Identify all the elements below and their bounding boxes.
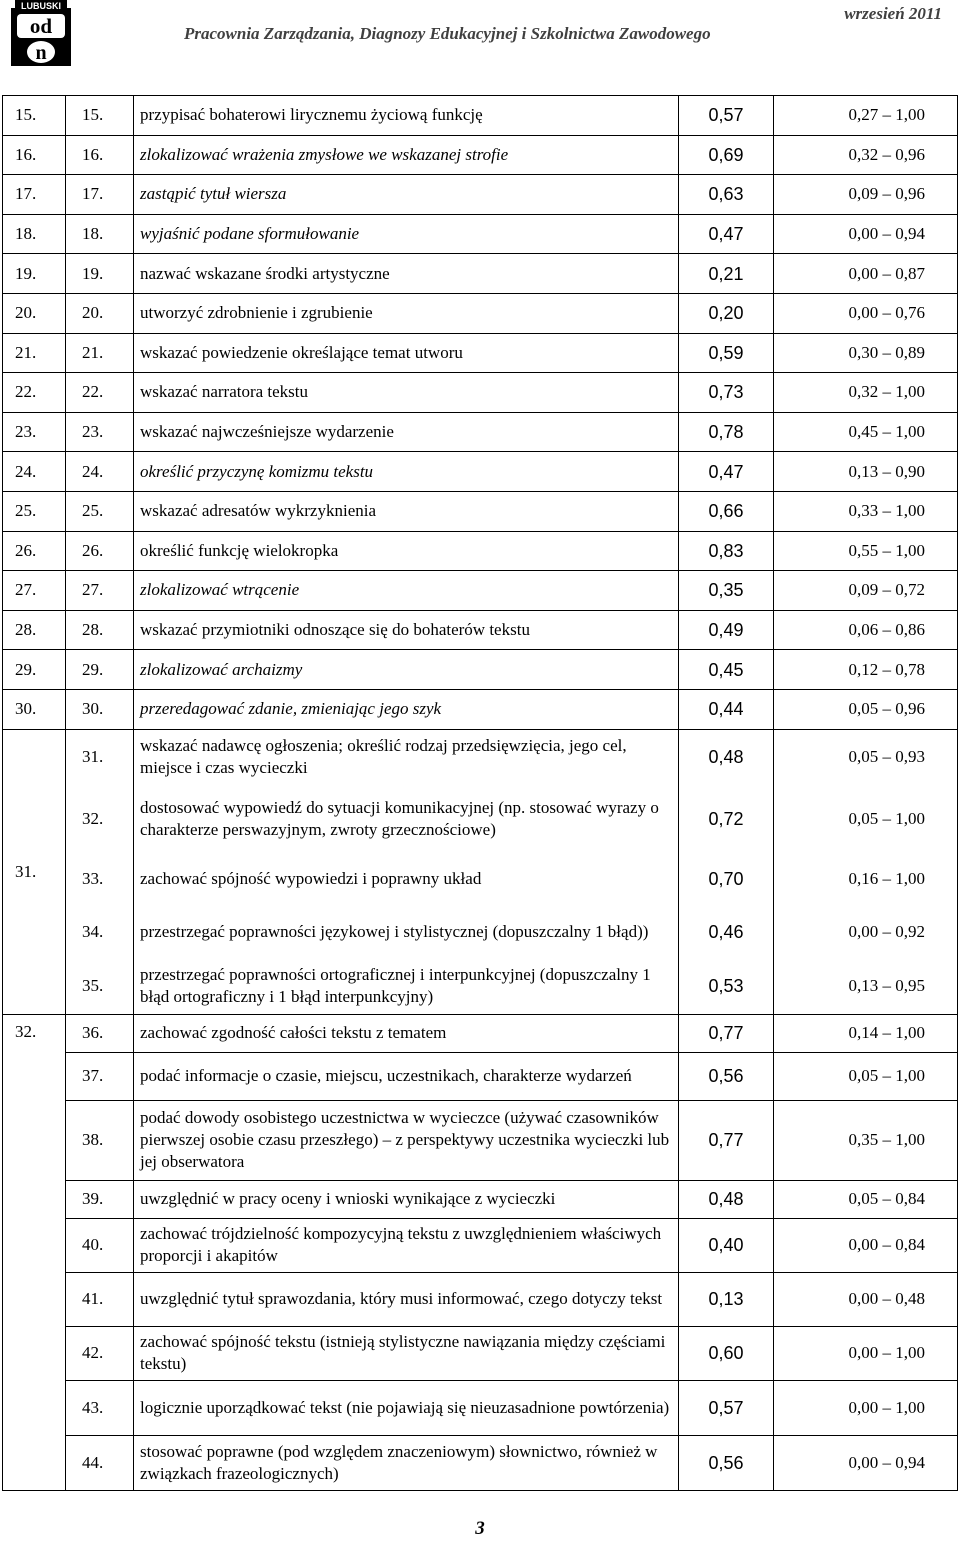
table-row	[3, 959, 958, 1014]
criterion-number: 19.	[66, 254, 134, 294]
difficulty-value: 0,59	[679, 333, 774, 373]
empty-cell	[3, 1052, 66, 1100]
criterion-number: 43.	[66, 1380, 134, 1435]
difficulty-range: 0,35 – 1,00	[774, 1100, 958, 1180]
task-number: 30.	[3, 689, 66, 729]
skill-cell: wskazać powiedzenie określające temat utworu	[134, 333, 679, 373]
difficulty-value: 0,70	[679, 854, 774, 904]
criterion-number: 18.	[66, 214, 134, 254]
table-row	[3, 784, 958, 854]
task-number: 27.	[3, 571, 66, 611]
skill-cell: wskazać najwcześniejsze wydarzenie	[134, 412, 679, 452]
criterion-number: 30.	[66, 689, 134, 729]
difficulty-range: 0,27 – 1,00	[774, 96, 958, 136]
skill-cell: zlokalizować wrażenia zmysłowe we wskazanej strofie	[134, 135, 679, 175]
difficulty-range: 0,06 – 0,86	[774, 610, 958, 650]
difficulty-value: 0,44	[679, 689, 774, 729]
skill-cell: przeredagować zdanie, zmieniając jego szyk	[134, 689, 679, 729]
difficulty-value: 0,40	[679, 1218, 774, 1272]
table-row	[3, 175, 958, 215]
difficulty-value: 0,63	[679, 175, 774, 215]
empty-cell	[3, 1218, 66, 1272]
table-row	[3, 531, 958, 571]
difficulty-range: 0,33 – 1,00	[774, 491, 958, 531]
task-number: 15.	[3, 96, 66, 136]
table-row	[3, 1014, 958, 1052]
header-date: wrzesień 2011	[844, 4, 942, 23]
criterion-number: 20.	[66, 293, 134, 333]
difficulty-value: 0,21	[679, 254, 774, 294]
difficulty-range: 0,00 – 0,76	[774, 293, 958, 333]
table-row	[3, 96, 958, 136]
difficulty-range: 0,00 – 0,94	[774, 214, 958, 254]
difficulty-value: 0,72	[679, 784, 774, 854]
difficulty-range: 0,05 – 1,00	[774, 1052, 958, 1100]
skill-cell: zachować spójność wypowiedzi i poprawny układ	[134, 854, 679, 904]
difficulty-value: 0,83	[679, 531, 774, 571]
difficulty-range: 0,00 – 0,48	[774, 1272, 958, 1326]
difficulty-range: 0,30 – 0,89	[774, 333, 958, 373]
criterion-number: 23.	[66, 412, 134, 452]
empty-cell	[3, 1272, 66, 1326]
difficulty-range: 0,05 – 1,00	[774, 784, 958, 854]
skill-cell: logicznie uporządkować tekst (nie pojawiają się nieuzasadnione powtórzenia)	[134, 1380, 679, 1435]
table-row	[3, 254, 958, 294]
table-row	[3, 1435, 958, 1490]
criterion-number: 29.	[66, 650, 134, 690]
table-row	[3, 610, 958, 650]
criterion-number: 21.	[66, 333, 134, 373]
criterion-number: 17.	[66, 175, 134, 215]
skill-cell: wskazać przymiotniki odnoszące się do bohaterów tekstu	[134, 610, 679, 650]
task-number: 28.	[3, 610, 66, 650]
skill-cell: określić funkcję wielokropka	[134, 531, 679, 571]
table-row	[3, 135, 958, 175]
table-row	[3, 214, 958, 254]
skill-cell: przestrzegać poprawności językowej i stylistycznej (dopuszczalny 1 błąd))	[134, 904, 679, 959]
table-row	[3, 904, 958, 959]
skill-cell: nazwać wskazane środki artystyczne	[134, 254, 679, 294]
skill-cell: przestrzegać poprawności ortograficznej i interpunkcyjnej (dopuszczalny 1 błąd ortograficzny i 1 błąd interpunkcyjny)	[134, 959, 679, 1014]
difficulty-value: 0,48	[679, 729, 774, 784]
task-number: 20.	[3, 293, 66, 333]
task-number: 16.	[3, 135, 66, 175]
table-row	[3, 1180, 958, 1218]
task-number: 26.	[3, 531, 66, 571]
difficulty-range: 0,32 – 1,00	[774, 373, 958, 413]
criterion-number: 28.	[66, 610, 134, 650]
criterion-number: 24.	[66, 452, 134, 492]
empty-cell	[3, 1380, 66, 1435]
task-number: 21.	[3, 333, 66, 373]
task-number: 29.	[3, 650, 66, 690]
difficulty-range: 0,09 – 0,72	[774, 571, 958, 611]
criterion-number: 31.	[66, 729, 134, 784]
skill-cell: zachować trójdzielność kompozycyjną tekstu z uwzględnieniem właściwych proporcji i akapitów	[134, 1218, 679, 1272]
table-row	[3, 1326, 958, 1380]
task-number: 22.	[3, 373, 66, 413]
skill-cell: uwzględnić tytuł sprawozdania, który musi informować, czego dotyczy tekst	[134, 1272, 679, 1326]
table-row	[3, 729, 958, 784]
table-row	[3, 1380, 958, 1435]
skill-cell: zachować spójność tekstu (istnieją stylistyczne nawiązania między częściami tekstu)	[134, 1326, 679, 1380]
difficulty-value: 0,57	[679, 1380, 774, 1435]
criterion-number: 39.	[66, 1180, 134, 1218]
table-row	[3, 333, 958, 373]
difficulty-range: 0,05 – 0,84	[774, 1180, 958, 1218]
skill-cell: zlokalizować wtrącenie	[134, 571, 679, 611]
skill-cell: podać informacje o czasie, miejscu, uczestnikach, charakterze wydarzeń	[134, 1052, 679, 1100]
difficulty-value: 0,20	[679, 293, 774, 333]
criterion-number: 15.	[66, 96, 134, 136]
logo-letters-bottom: n	[35, 42, 47, 64]
difficulty-value: 0,47	[679, 214, 774, 254]
criterion-number: 38.	[66, 1100, 134, 1180]
empty-cell	[3, 1180, 66, 1218]
skill-cell: zachować zgodność całości tekstu z tematem	[134, 1014, 679, 1052]
task-number: 18.	[3, 214, 66, 254]
criterion-number: 22.	[66, 373, 134, 413]
criterion-number: 34.	[66, 904, 134, 959]
difficulty-range: 0,09 – 0,96	[774, 175, 958, 215]
difficulty-value: 0,35	[679, 571, 774, 611]
criterion-number: 35.	[66, 959, 134, 1014]
difficulty-range: 0,14 – 1,00	[774, 1014, 958, 1052]
task-number: 32.	[3, 1014, 66, 1052]
difficulty-range: 0,13 – 0,90	[774, 452, 958, 492]
header-title: Pracownia Zarządzania, Diagnozy Edukacyjnej i Szkolnictwa Zawodowego	[184, 24, 711, 43]
difficulty-range: 0,55 – 1,00	[774, 531, 958, 571]
skill-cell: określić przyczynę komizmu tekstu	[134, 452, 679, 492]
table-row	[3, 1272, 958, 1326]
difficulty-range: 0,32 – 0,96	[774, 135, 958, 175]
criterion-number: 41.	[66, 1272, 134, 1326]
difficulty-range: 0,00 – 1,00	[774, 1326, 958, 1380]
skill-cell: zastąpić tytuł wiersza	[134, 175, 679, 215]
difficulty-range: 0,05 – 0,96	[774, 689, 958, 729]
criterion-number: 32.	[66, 784, 134, 854]
task-number: 19.	[3, 254, 66, 294]
page-number: 3	[475, 1518, 485, 1539]
difficulty-range: 0,45 – 1,00	[774, 412, 958, 452]
difficulty-value: 0,60	[679, 1326, 774, 1380]
task-number: 31.	[3, 729, 66, 1014]
difficulty-value: 0,47	[679, 452, 774, 492]
criterion-number: 44.	[66, 1435, 134, 1490]
table-row	[3, 491, 958, 531]
skill-cell: wskazać narratora tekstu	[134, 373, 679, 413]
difficulty-value: 0,13	[679, 1272, 774, 1326]
task-number: 25.	[3, 491, 66, 531]
criterion-number: 27.	[66, 571, 134, 611]
difficulty-value: 0,45	[679, 650, 774, 690]
empty-cell	[3, 1435, 66, 1490]
skills-table	[2, 95, 958, 1491]
difficulty-value: 0,69	[679, 135, 774, 175]
difficulty-value: 0,66	[679, 491, 774, 531]
criterion-number: 36.	[66, 1014, 134, 1052]
difficulty-value: 0,48	[679, 1180, 774, 1218]
lubuski-logo	[10, 0, 72, 68]
skill-cell: wskazać adresatów wykrzyknienia	[134, 491, 679, 531]
skill-cell: uwzględnić w pracy oceny i wnioski wynikające z wycieczki	[134, 1180, 679, 1218]
criterion-number: 33.	[66, 854, 134, 904]
task-number: 24.	[3, 452, 66, 492]
table-row	[3, 571, 958, 611]
difficulty-range: 0,00 – 0,92	[774, 904, 958, 959]
criterion-number: 25.	[66, 491, 134, 531]
criterion-number: 26.	[66, 531, 134, 571]
table-row	[3, 412, 958, 452]
page-header	[0, 0, 960, 80]
table-row	[3, 293, 958, 333]
skill-cell: dostosować wypowiedź do sytuacji komunikacyjnej (np. stosować wyrazy o charakterze perswazyjnym, zwroty grzecznościowe)	[134, 784, 679, 854]
difficulty-range: 0,13 – 0,95	[774, 959, 958, 1014]
criterion-number: 42.	[66, 1326, 134, 1380]
logo-text: LUBUSKI	[21, 1, 61, 11]
difficulty-value: 0,49	[679, 610, 774, 650]
table-row	[3, 689, 958, 729]
difficulty-value: 0,73	[679, 373, 774, 413]
logo-letters-top: od	[29, 14, 53, 38]
empty-cell	[3, 1326, 66, 1380]
table-row	[3, 452, 958, 492]
difficulty-range: 0,16 – 1,00	[774, 854, 958, 904]
difficulty-range: 0,00 – 0,87	[774, 254, 958, 294]
skill-cell: zlokalizować archaizmy	[134, 650, 679, 690]
difficulty-value: 0,56	[679, 1435, 774, 1490]
difficulty-value: 0,53	[679, 959, 774, 1014]
skill-cell: wyjaśnić podane sformułowanie	[134, 214, 679, 254]
table-row	[3, 1052, 958, 1100]
difficulty-value: 0,77	[679, 1100, 774, 1180]
difficulty-value: 0,46	[679, 904, 774, 959]
difficulty-range: 0,05 – 0,93	[774, 729, 958, 784]
table-row	[3, 1100, 958, 1180]
task-number: 17.	[3, 175, 66, 215]
difficulty-range: 0,00 – 1,00	[774, 1380, 958, 1435]
criterion-number: 40.	[66, 1218, 134, 1272]
difficulty-value: 0,56	[679, 1052, 774, 1100]
skill-cell: wskazać nadawcę ogłoszenia; określić rodzaj przedsięwzięcia, jego cel, miejsce i czas wycieczki	[134, 729, 679, 784]
table-row	[3, 1218, 958, 1272]
skill-cell: przypisać bohaterowi lirycznemu życiową funkcję	[134, 96, 679, 136]
difficulty-range: 0,00 – 0,94	[774, 1435, 958, 1490]
skill-cell: utworzyć zdrobnienie i zgrubienie	[134, 293, 679, 333]
difficulty-range: 0,12 – 0,78	[774, 650, 958, 690]
difficulty-range: 0,00 – 0,84	[774, 1218, 958, 1272]
table-row	[3, 650, 958, 690]
criterion-number: 37.	[66, 1052, 134, 1100]
difficulty-value: 0,78	[679, 412, 774, 452]
difficulty-value: 0,77	[679, 1014, 774, 1052]
skill-cell: podać dowody osobistego uczestnictwa w wycieczce (używać czasowników pierwszej osobie czasu przeszłego) – z perspektywy uczestnika wycieczki lub jej obserwatora	[134, 1100, 679, 1180]
table-row	[3, 854, 958, 904]
skill-cell: stosować poprawne (pod względem znaczeniowym) słownictwo, również w związkach frazeologicznych)	[134, 1435, 679, 1490]
table-row	[3, 373, 958, 413]
task-number: 23.	[3, 412, 66, 452]
criterion-number: 16.	[66, 135, 134, 175]
empty-cell	[3, 1100, 66, 1180]
difficulty-value: 0,57	[679, 96, 774, 136]
